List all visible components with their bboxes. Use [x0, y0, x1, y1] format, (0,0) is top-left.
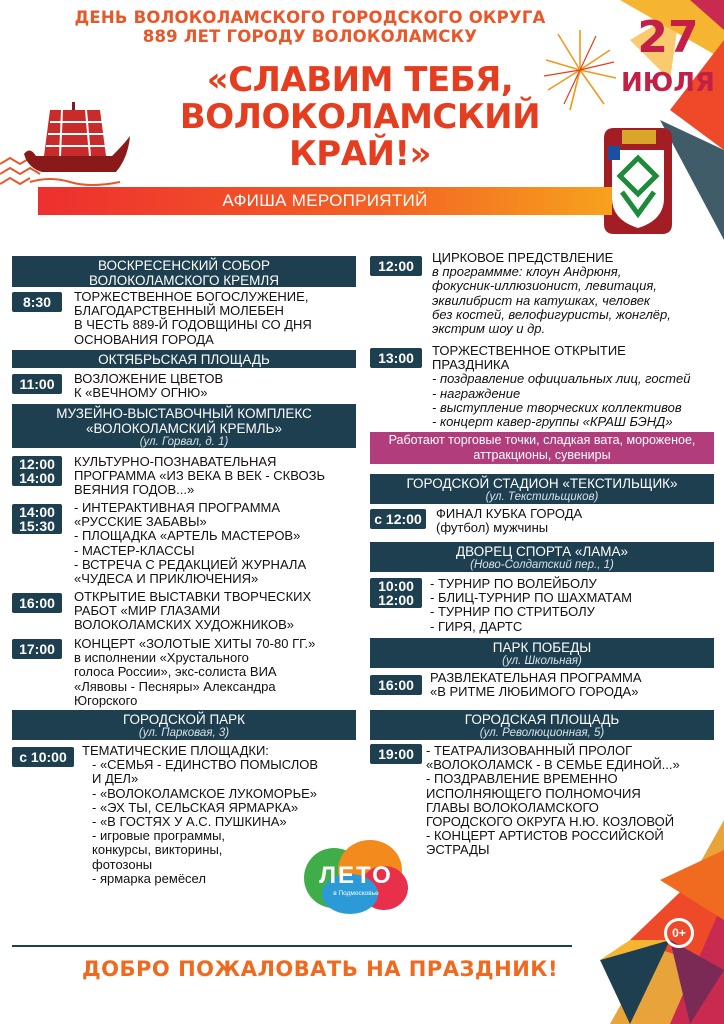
- venue-sobor-line-1: ВОСКРЕСЕНСКИЙ СОБОР: [97, 258, 271, 273]
- event-sports: [430, 577, 632, 634]
- event-line: «ВОЛОКОЛАМСК - В СЕМЬЕ ЕДИНОЙ...»: [426, 757, 680, 773]
- event-line: - ярмарка ремёсел: [92, 870, 206, 886]
- venue-lama-address: (Ново-Солдатский пер., 1): [470, 559, 614, 571]
- venue-kreml-address: (ул. Горвал, д. 1): [139, 436, 229, 448]
- event-line: ОСНОВАНИЯ ГОРОДА: [74, 331, 214, 347]
- event-line: ИСПОЛНЯЮЩЕГО ПОЛНОМОЧИЯ: [426, 785, 641, 801]
- event-line: ФИНАЛ КУБКА ГОРОДА: [436, 506, 583, 521]
- event-line: И ДЕЛ»: [92, 771, 139, 787]
- header-line-2: 889 ЛЕТ ГОРОДУ ВОЛОКОЛАМСКУ: [142, 27, 478, 46]
- event-line: - ТУРНИР ПО СТРИТБОЛУ: [430, 604, 595, 620]
- time-end: 12:00: [378, 592, 414, 608]
- venue-stadium-name: ГОРОДСКОЙ СТАДИОН «ТЕКСТИЛЬЩИК»: [406, 476, 678, 491]
- event-liturgy: [74, 290, 312, 347]
- time-start: 12:00: [19, 456, 55, 472]
- event-line: в программме: клоун Андрюня,: [432, 264, 622, 280]
- event-line: фокусник-иллюзионист, левитация,: [432, 278, 657, 294]
- event-line: экстрим шоу и др.: [432, 321, 546, 337]
- event-opening: [432, 344, 690, 429]
- event-football: [436, 507, 582, 535]
- event-line: КОНЦЕРТ «ЗОЛОТЫЕ ХИТЫ 70-80 ГГ.»: [74, 636, 316, 651]
- event-line: К «ВЕЧНОМУ ОГНЮ»: [74, 385, 208, 401]
- event-line: - ТЕАТРАЛИЗОВАННЫЙ ПРОЛОГ: [426, 743, 633, 758]
- title-line-1: «СЛАВИМ ТЕБЯ,: [206, 60, 514, 100]
- date-month: ИЮЛЯ: [621, 68, 715, 98]
- time-badge: с 12:00: [370, 509, 426, 529]
- main-title: [110, 62, 610, 173]
- event-line: - «ВОЛОКОЛАМСКОЕ ЛУКОМОРЬЕ»: [92, 785, 318, 801]
- event-line: - игровые программы,: [92, 828, 226, 844]
- venue-pobedy-address: (ул. Школьная): [502, 655, 582, 667]
- event-line: - ПОЗДРАВЛЕНИЕ ВРЕМЕННО: [426, 771, 618, 787]
- time-badge: [370, 578, 422, 608]
- venue-kreml: [12, 404, 356, 448]
- event-line: ТЕМАТИЧЕСКИЕ ПЛОЩАДКИ:: [82, 743, 269, 758]
- time-badge: 16:00: [12, 593, 62, 613]
- time-end: 15:30: [19, 518, 55, 534]
- venue-lama: [370, 542, 714, 572]
- event-line: РАЗВЛЕКАТЕЛЬНАЯ ПРОГРАММА: [430, 670, 642, 685]
- event-line: - ИНТЕРАКТИВНАЯ ПРОГРАММА: [74, 500, 281, 515]
- event-line: - МАСТЕР-КЛАССЫ: [74, 542, 195, 558]
- event-line: - концерт кавер-группы «КРАШ БЭНД»: [432, 414, 673, 430]
- venue-oktyabrskaya: ОКТЯБРЬСКАЯ ПЛОЩАДЬ: [12, 350, 356, 368]
- welcome-slogan: ДОБРО ПОЖАЛОВАТЬ НА ПРАЗДНИК!: [81, 957, 559, 981]
- time-badge: 8:30: [12, 292, 62, 312]
- time-badge: 11:00: [12, 374, 62, 394]
- event-line: в исполнении «Хрустального: [74, 650, 249, 666]
- leto-logo-icon: [300, 836, 412, 916]
- venue-pobedy-name: ПАРК ПОБЕДЫ: [492, 640, 592, 655]
- coat-of-arms-icon: [598, 128, 678, 238]
- venue-lama-name: ДВОРЕЦ СПОРТА «ЛАМА»: [456, 544, 628, 559]
- event-line: - КОНЦЕРТ АРТИСТОВ РОССИЙСКОЙ: [426, 828, 664, 844]
- venue-square-address: (ул. Революционная, 5): [479, 727, 605, 739]
- time-badge: 13:00: [370, 348, 422, 368]
- event-line: ТОРЖЕСТВЕННОЕ ОТКРЫТИЕ: [432, 343, 626, 358]
- event-games: [74, 501, 306, 586]
- time-start: 14:00: [19, 504, 55, 520]
- event-line: фотозоны: [92, 856, 153, 872]
- event-line: ВОЗЛОЖЕНИЕ ЦВЕТОВ: [74, 371, 224, 386]
- venue-sobor-line-2: ВОЛОКОЛАМСКОГО КРЕМЛЯ: [89, 273, 279, 288]
- event-line: ВОЛОКОЛАМСКИХ ХУДОЖНИКОВ»: [74, 617, 295, 633]
- event-line: ТОРЖЕСТВЕННОЕ БОГОСЛУЖЕНИЕ,: [74, 289, 309, 304]
- venue-square-name: ГОРОДСКАЯ ПЛОЩАДЬ: [464, 712, 620, 727]
- event-flowers: [74, 372, 223, 400]
- time-badge: 19:00: [370, 744, 422, 764]
- event-line: - «В ГОСТЯХ У А.С. ПУШКИНА»: [92, 814, 287, 830]
- venue-kreml-line-2: «ВОЛОКОЛАМСКИЙ КРЕМЛЬ»: [85, 421, 283, 436]
- event-line: - «ЭХ ТЫ, СЕЛЬСКАЯ ЯРМАРКА»: [92, 799, 299, 815]
- event-line: без костей, велофигуристы, жонглёр,: [432, 306, 671, 322]
- event-line: - ГИРЯ, ДАРТС: [430, 618, 523, 634]
- trade-banner: [370, 432, 714, 464]
- event-line: КУЛЬТУРНО-ПОЗНАВАТЕЛЬНАЯ: [74, 454, 277, 469]
- event-line: БЛАГОДАРСТВЕННЫЙ МОЛЕБЕН: [74, 303, 284, 319]
- event-line: - награждение: [432, 385, 521, 401]
- venue-square: [370, 710, 714, 740]
- event-header: [0, 8, 620, 46]
- event-line: «РУССКИЕ ЗАБАВЫ»: [74, 514, 207, 530]
- event-line: ЦИРКОВОЕ ПРЕДСТВЛЕНИЕ: [432, 250, 614, 265]
- event-concert-hits: [74, 637, 315, 708]
- event-line: - «СЕМЬЯ - ЕДИНСТВО ПОМЫСЛОВ: [92, 757, 319, 773]
- venue-stadium: [370, 474, 714, 504]
- event-line: голоса России», экс-солиста ВИА: [74, 664, 277, 680]
- header-line-1: ДЕНЬ ВОЛОКОЛАМСКОГО ГОРОДСКОГО ОКРУГА: [74, 8, 546, 27]
- time-start: 10:00: [378, 578, 414, 594]
- trade-line-2: аттракционы, сувениры: [473, 448, 611, 462]
- venue-pobedy: [370, 638, 714, 668]
- event-line: «ЧУДЕСА И ПРИКЛЮЧЕНИЯ»: [74, 571, 259, 587]
- time-badge: 17:00: [12, 639, 62, 659]
- venue-kreml-line-1: МУЗЕЙНО-ВЫСТАВОЧНЫЙ КОМПЛЕКС: [56, 406, 312, 421]
- title-line-3: КРАЙ!»: [289, 134, 431, 174]
- event-line: ВЕЯНИЯ ГОДОВ...»: [74, 482, 195, 498]
- time-badge: 12:00: [370, 256, 422, 276]
- event-line: ГЛАВЫ ВОЛОКОЛАМСКОГО: [426, 799, 599, 815]
- event-line: - поздравление официальных лиц, гостей: [432, 371, 691, 387]
- time-badge: [12, 456, 62, 486]
- event-line: - ТУРНИР ПО ВОЛЕЙБОЛУ: [430, 576, 597, 591]
- event-history: [74, 455, 325, 498]
- time-badge: 16:00: [370, 675, 422, 695]
- event-circus: [432, 251, 671, 336]
- event-line: эквилибрист на катушках, человек: [432, 292, 651, 308]
- event-line: конкурсы, викторины,: [92, 842, 223, 858]
- venue-stadium-address: (ул. Текстильщиков): [485, 491, 599, 503]
- time-badge: с 10:00: [12, 747, 74, 767]
- event-line: - ПЛОЩАДКА «АРТЕЛЬ МАСТЕРОВ»: [74, 528, 301, 544]
- venue-park: [12, 710, 356, 740]
- time-badge: [12, 504, 62, 534]
- event-exhibition: [74, 590, 311, 633]
- time-end: 14:00: [19, 470, 55, 486]
- event-line: «В РИТМЕ ЛЮБИМОГО ГОРОДА»: [430, 684, 639, 700]
- age-rating-badge: 0+: [664, 918, 694, 948]
- event-rhythm: [430, 671, 642, 699]
- trade-line-1: Работают торговые точки, сладкая вата, мороженое,: [388, 433, 696, 447]
- date-day: 27: [637, 12, 699, 63]
- event-line: - ВСТРЕЧА С РЕДАКЦИЕЙ ЖУРНАЛА: [74, 556, 307, 572]
- event-line: ПРАЗДНИКА: [432, 357, 510, 373]
- venue-sobor: [12, 256, 356, 287]
- event-prologue: [426, 744, 680, 858]
- leto-text: ЛЕТО: [319, 862, 393, 889]
- title-line-2: ВОЛОКОЛАМСКИЙ: [179, 97, 541, 137]
- event-line: (футбол) мужчины: [436, 520, 549, 536]
- afisha-banner: АФИША МЕРОПРИЯТИЙ: [38, 187, 612, 215]
- venue-park-name: ГОРОДСКОЙ ПАРК: [122, 712, 246, 727]
- event-line: - выступление творческих коллективов: [432, 399, 682, 415]
- event-line: ГОРОДСКОГО ОКРУГА Н.Ю. КОЗЛОВОЙ: [426, 814, 675, 830]
- event-line: ЭСТРАДЫ: [426, 842, 490, 858]
- event-line: - БЛИЦ-ТУРНИР ПО ШАХМАТАМ: [430, 590, 632, 606]
- event-line: ПРОГРАММА «ИЗ ВЕКА В ВЕК - СКВОЗЬ: [74, 468, 325, 484]
- event-line: В ЧЕСТЬ 889-Й ГОДОВЩИНЫ СО ДНЯ: [74, 317, 312, 333]
- event-thematic: [82, 744, 318, 886]
- divider: [12, 945, 572, 947]
- leto-subtitle: в Подмосковье: [333, 890, 379, 897]
- event-line: ОТКРЫТИЕ ВЫСТАВКИ ТВОРЧЕСКИХ: [74, 589, 312, 604]
- event-line: Югорского: [74, 692, 138, 708]
- event-line: «Лявовы - Песняры» Александра: [74, 678, 276, 694]
- venue-park-address: (ул. Парковая, 3): [138, 727, 230, 739]
- event-line: РАБОТ «МИР ГЛАЗАМИ: [74, 603, 221, 619]
